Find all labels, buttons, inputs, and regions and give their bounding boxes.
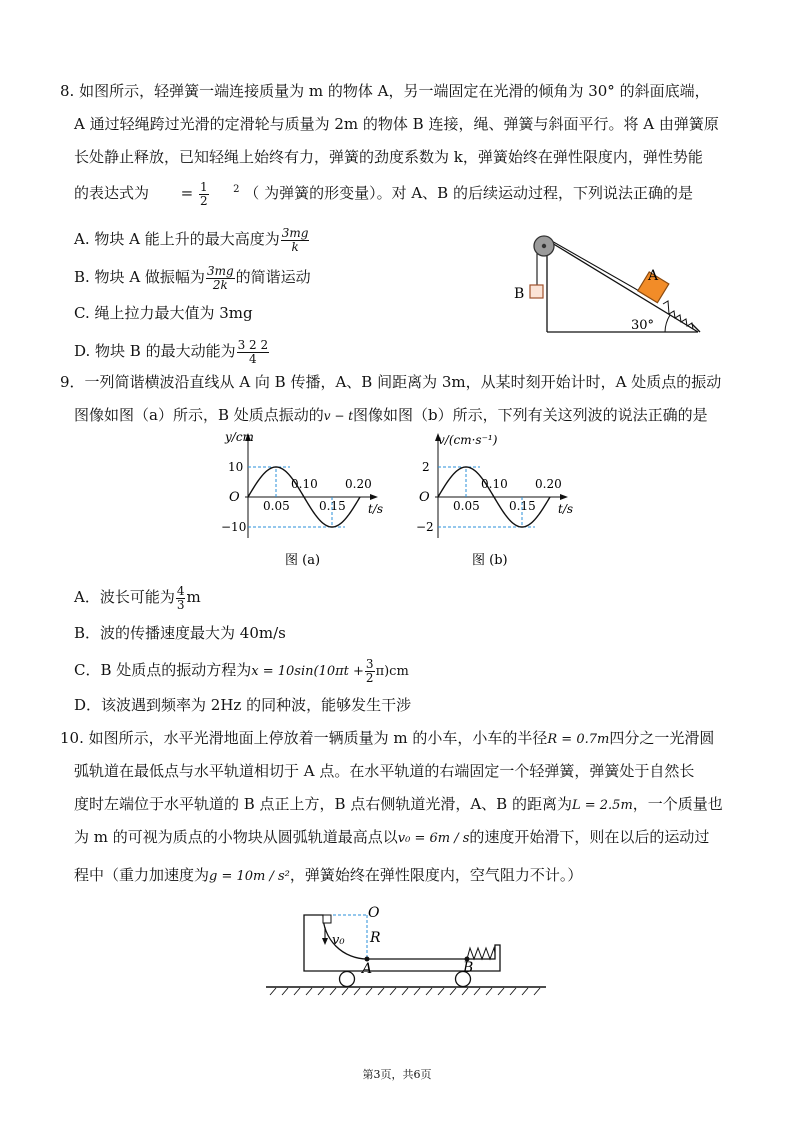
q9-line-2-a: 图像如图（a）所示，B 处质点振动的 xyxy=(74,406,324,424)
label-r: R xyxy=(370,930,381,946)
q8-half-num: 1 xyxy=(199,179,208,194)
q9-vt: v − t xyxy=(323,409,354,423)
q8-line-1: 8. 如图所示，轻弹簧一端连接质量为 m 的物体 A，另一端固定在光滑的倾角为 30° 的斜面底端， xyxy=(60,82,710,100)
q8-square-sup: 2 xyxy=(233,184,240,195)
q10-line-3-a: 度时左端位于水平轨道的 B 点正上方，B 点右侧轨道光滑，A、B 的距离为 xyxy=(74,795,572,813)
spring-icon xyxy=(467,948,495,959)
q8-option-a-den: k xyxy=(291,239,299,254)
q10-cart-figure xyxy=(262,900,552,1000)
q8-option-b-post: 的简谐运动 xyxy=(235,268,311,286)
graph-b-t1: 0.05 xyxy=(453,499,480,513)
graph-b-origin: O xyxy=(419,490,430,505)
q9-line-2 xyxy=(74,404,708,427)
q8-option-b-den: 2k xyxy=(212,277,228,292)
graph-a-origin: O xyxy=(229,490,240,505)
q8-option-a-num: 3mg xyxy=(281,225,309,240)
page-footer: 第3页，共6页 xyxy=(362,1068,432,1081)
block-a-label: A xyxy=(648,268,659,284)
angle-label: 30° xyxy=(631,318,655,333)
block-b-label: B xyxy=(514,286,525,302)
q10-radius: R = 0.7m xyxy=(547,732,610,747)
q10-line-3-b: ，一个质量也 xyxy=(632,795,723,813)
q9-option-c-num: 3 xyxy=(365,656,374,671)
q9-option-a-post: m xyxy=(186,588,201,606)
graph-a-t1: 0.05 xyxy=(263,499,290,513)
q8-eq-sign: = xyxy=(180,184,194,202)
q8-option-d-den: 4 xyxy=(249,351,257,366)
q10-line-1-a: 10. 如图所示，水平光滑地面上停放着一辆质量为 m 的小车，小车的半径 xyxy=(60,729,548,747)
q8-option-b xyxy=(74,262,311,292)
q9-line-2-b: 图像如图（b）所示，下列有关这列波的说法正确的是 xyxy=(353,406,708,424)
q10-line-4-a: 为 m 的可视为质点的小物块从圆弧轨道最高点以 xyxy=(74,828,398,846)
graph-a-ybottom: −10 xyxy=(221,520,247,534)
q9-option-a-den: 3 xyxy=(176,597,185,612)
q8-line-2: A 通过轻绳跨过光滑的定滑轮与质量为 2m 的物体 B 连接，绳、弹簧与斜面平行。将 A 由弹簧原 xyxy=(74,115,719,133)
q10-gravity: g = 10m / s² xyxy=(209,869,290,884)
graph-b-ylabel: v/(cm·s⁻¹) xyxy=(438,433,498,447)
graph-a-ytop: 10 xyxy=(228,460,244,474)
q8-option-a xyxy=(74,224,310,254)
q8-option-d-num: 3 2 2 xyxy=(237,337,269,352)
q9-option-c-den: 2 xyxy=(365,670,374,685)
q9-graph-b xyxy=(400,430,580,570)
q9-line-1: 9．一列简谐横波沿直线从 A 向 B 传播，A、B 间距离为 3m，从某时刻开始计时，A 处质点的振动 xyxy=(60,373,722,391)
graph-a-t4: 0.20 xyxy=(345,477,372,491)
q8-option-b-text: B. 物块 A 做振幅为 xyxy=(74,268,205,286)
graph-a-xlabel: t/s xyxy=(368,502,384,516)
label-a: A xyxy=(362,961,373,977)
q10-line-3 xyxy=(74,793,723,817)
q9-option-a xyxy=(74,582,201,612)
label-v0: v₀ xyxy=(332,933,345,948)
q8-option-a-text: A. 物块 A 能上升的最大高度为 xyxy=(74,230,280,248)
q10-line-1 xyxy=(60,727,714,751)
graph-a-ylabel: y/cm xyxy=(225,430,254,444)
q9-option-d: D．该波遇到频率为 2Hz 的同种波，能够发生干涉 xyxy=(74,696,412,714)
spring-icon xyxy=(663,301,693,329)
q8-incline-figure xyxy=(505,228,715,338)
q8-line-4-text-b: （ 为弹簧的形变量）。对 A、B 的后续运动过程，下列说法正确的是 xyxy=(244,184,693,202)
q10-line-5-b: ，弹簧始终在弹性限度内，空气阻力不计。） xyxy=(289,866,583,884)
q8-line-3: 长处静止释放，已知轻绳上始终有力，弹簧的劲度系数为 k，弹簧始终在弹性限度内，弹性势能 xyxy=(74,148,703,166)
q8-line-4 xyxy=(74,179,693,208)
graph-b-t3: 0.15 xyxy=(509,499,536,513)
graph-b-caption: 图 (b) xyxy=(472,553,508,568)
q9-option-c-eq: x = 10sin(10πt + xyxy=(251,664,364,679)
graph-a-caption: 图 (a) xyxy=(285,553,321,568)
q10-line-2: 弧轨道在最低点与水平轨道相切于 A 点。在水平轨道的右端固定一个轻弹簧，弹簧处于自然长 xyxy=(74,762,695,780)
q9-option-a-num: 4 xyxy=(176,583,185,598)
q10-line-5 xyxy=(74,864,582,888)
graph-a-t3: 0.15 xyxy=(319,499,346,513)
ground-hatching xyxy=(270,988,540,995)
q10-distance: L = 2.5m xyxy=(571,798,633,813)
q9-option-c xyxy=(74,655,409,687)
q8-half-fraction xyxy=(199,181,209,208)
q10-velocity: v₀ = 6m / s xyxy=(397,831,470,846)
graph-b-t2: 0.10 xyxy=(481,477,508,491)
q8-option-d-text: D. 物块 B 的最大动能为 xyxy=(74,342,236,360)
graph-b-ybottom: −2 xyxy=(416,520,434,534)
q8-option-c: C. 绳上拉力最大值为 3mg xyxy=(74,304,253,322)
label-b: B xyxy=(463,960,474,976)
q8-option-b-num: 3mg xyxy=(206,263,234,278)
graph-a-t2: 0.10 xyxy=(291,477,318,491)
graph-b-t4: 0.20 xyxy=(535,477,562,491)
q9-option-c-text: C．B 处质点的振动方程为 xyxy=(74,661,252,679)
q8-option-d xyxy=(74,336,270,366)
graph-b-xlabel: t/s xyxy=(558,502,574,516)
q10-line-4 xyxy=(74,826,709,850)
graph-b-ytop: 2 xyxy=(422,460,430,474)
q9-option-b: B．波的传播速度最大为 40m/s xyxy=(74,624,286,642)
angle-arc xyxy=(665,315,670,332)
small-block xyxy=(323,915,331,923)
q9-graph-a xyxy=(215,430,385,570)
block-b xyxy=(530,285,543,298)
q9-option-a-text: A．波长可能为 xyxy=(74,588,175,606)
q10-line-5-a: 程中（重力加速度为 xyxy=(74,866,210,884)
q10-line-4-b: 的速度开始滑下，则在以后的运动过 xyxy=(469,828,710,846)
q10-line-1-b: 四分之一光滑圆 xyxy=(609,729,715,747)
q9-option-c-post: π)cm xyxy=(375,664,409,679)
q8-half-den: 2 xyxy=(199,193,208,208)
label-o: O xyxy=(368,905,380,921)
q8-line-4-text-a: 的表达式为 xyxy=(74,184,150,202)
wheel-left xyxy=(340,972,355,987)
